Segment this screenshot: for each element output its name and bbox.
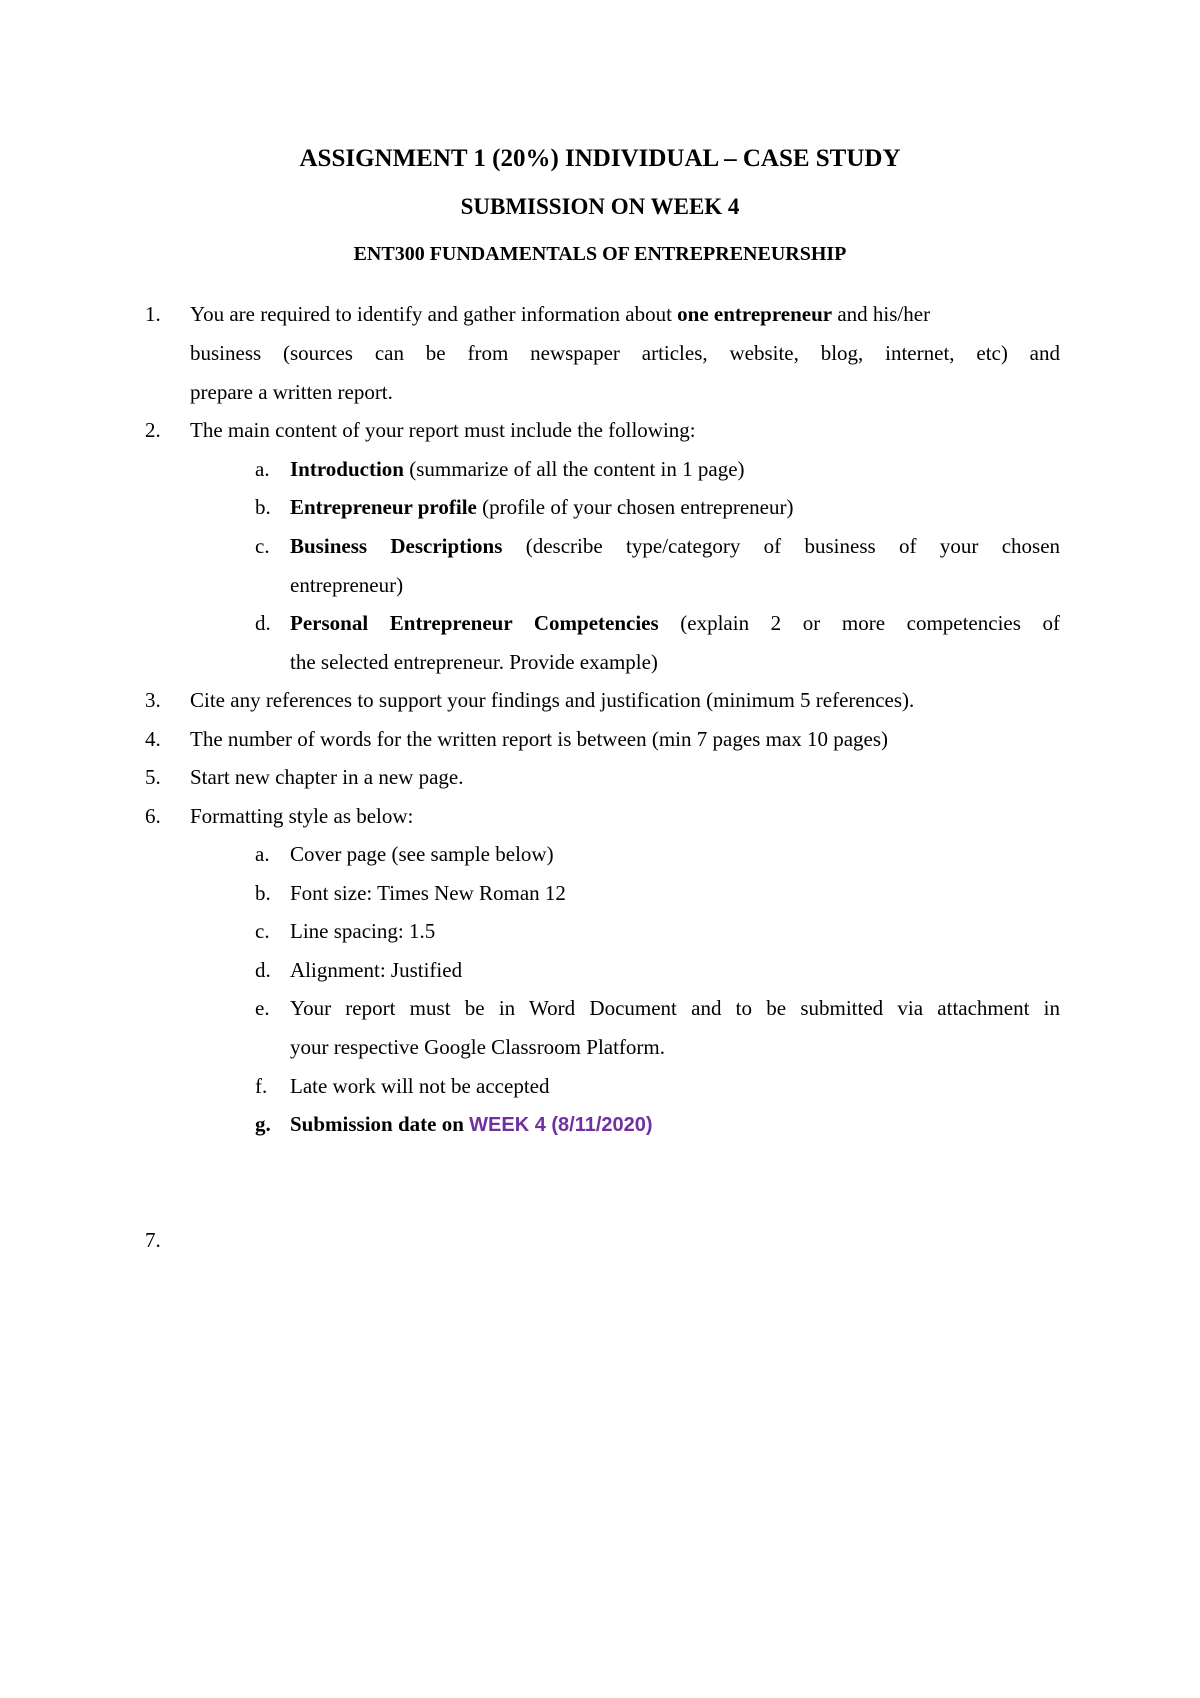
list-item-text: The number of words for the written report is between (min 7 pages max 10 pages) [190,727,889,751]
sub-letter: f. [255,1074,268,1098]
course-title: ENT300 FUNDAMENTALS OF ENTREPRENEURSHIP [353,243,847,265]
sub-item-text: Line spacing: 1.5 [290,919,436,943]
sub-letter: d. [255,611,271,635]
sub-letter: c. [255,919,270,943]
assignment-title: ASSIGNMENT 1 (20%) INDIVIDUAL – CASE STUDY [299,145,901,172]
submission-title: SUBMISSION ON WEEK 4 [460,194,740,219]
list-number: 1. [145,302,161,326]
list-number: 3. [145,688,161,712]
sub-letter: g. [255,1112,271,1136]
bold-text: one entrepreneur [677,302,833,326]
list-item-text: Cite any references to support your findings and justification (minimum 5 references). [190,688,915,712]
list-number: 4. [145,727,161,751]
sub-item-text: your respective Google Classroom Platform. [290,1035,666,1059]
sub-item-text: Alignment: Justified [290,958,463,982]
list-number: 2. [145,418,161,442]
bold-text: Entrepreneur profile [290,495,477,519]
bold-text: Business Descriptions [290,534,503,558]
list-item-text: You are required to identify and gather information about one entrepreneur and his/her [190,302,931,326]
sub-letter: b. [255,495,271,519]
sub-item-text: Font size: Times New Roman 12 [290,881,566,905]
sub-item-text: Your report must be in Word Document and to be submitted via attachment in [290,996,1060,1020]
bold-text: Submission date on [290,1112,470,1136]
submission-date-highlight: WEEK 4 (8/11/2020) [469,1114,653,1136]
sub-letter: e. [255,996,270,1020]
list-item-text: The main content of your report must include the following: [190,418,696,442]
sub-letter: c. [255,534,270,558]
sub-item-text: the selected entrepreneur. Provide example) [290,650,658,674]
sub-letter: a. [255,842,270,866]
sub-letter: d. [255,958,271,982]
list-item-text: prepare a written report. [190,380,393,404]
document-page: ASSIGNMENT 1 (20%) INDIVIDUAL – CASE STUDY SUBMISSION ON WEEK 4 ENT300 FUNDAMENTALS OF ENTREPRENEURSHIP 1. You are required to identify and gather information about one entrepreneur and his/her business (sources can be from newspaper articles, website, blog, internet, etc) and prepare a written report. 2. The main content of your report must include the following: a. Introduction (summarize of all the content in 1 page) b. Entrepreneur profile (profile of your chosen entrepreneur) c. Business Descriptions (describe type/category of business of your chosen entrepreneur) d. Personal Entrepreneur Competencies (explain 2 or more competencies of the selected entrepreneur. Provide example) 3. Cite any references to support your findings and justification (minimum 5 references). 4. The number of words for the written report is between (min 7 pages max 10 pages) 5. Start new chapter in a new page. 6. Formatting style as below: a. Cover page (see sample below) b. Font size: Times New Roman 12 c. Line spacing: 1.5 d. Alignment: Justified e. Your report must be in Word Document and to be submitted via attachment in your respective Google Classroom Platform. f. Late work will not be accepted g. Submission date on WEEK 4 (8/11/2020) 7. [0,0,1200,1698]
sub-item-text: Late work will not be accepted [290,1074,550,1098]
sub-letter: b. [255,881,271,905]
list-number: 5. [145,765,161,789]
bold-text: Introduction [290,457,404,481]
list-number: 6. [145,804,161,828]
list-item-text: Start new chapter in a new page. [190,765,464,789]
list-item-text: business (sources can be from newspaper articles, website, blog, internet, etc) and [190,341,1060,365]
sub-letter: a. [255,457,270,481]
sub-item-text: entrepreneur) [290,573,404,597]
list-item-text: Formatting style as below: [190,804,414,828]
sub-item-text: Cover page (see sample below) [290,842,554,866]
bold-text: Personal Entrepreneur Competencies [290,611,659,635]
list-number: 7. [145,1228,161,1252]
